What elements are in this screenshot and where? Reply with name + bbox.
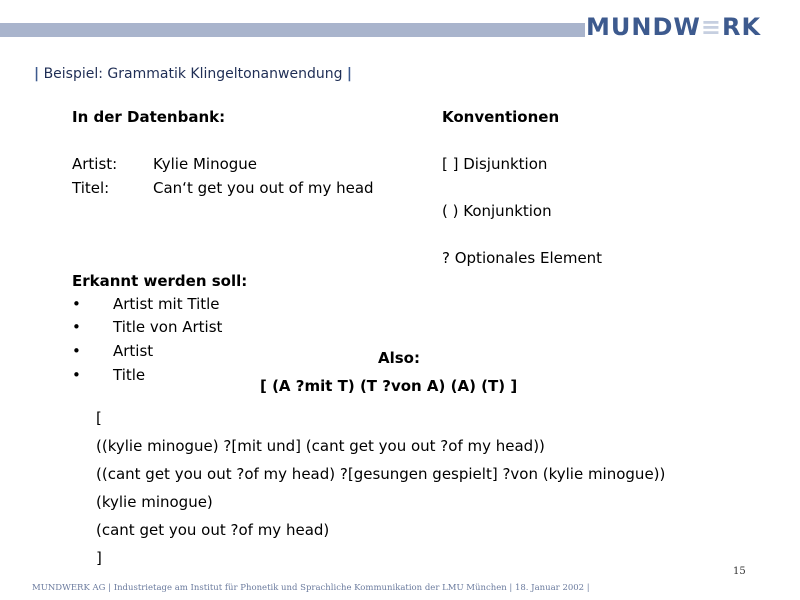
conventions-title: Konventionen <box>442 108 560 126</box>
slide-heading: | Beispiel: Grammatik Klingeltonanwendung | <box>34 66 353 82</box>
bullet-symbol: • <box>72 366 81 384</box>
footer-text: MUNDWERK AG | Industrietage am Institut für Phonetik und Sprachliche Kommunikation der LMU München | 18. Januar 2002 | <box>32 583 590 593</box>
bullet-symbol: • <box>72 318 81 336</box>
grammar-line: ((kylie minogue) ?[mit und] (cant get you out ?of my head)) <box>96 437 545 455</box>
list-item: Artist mit Title <box>113 295 220 313</box>
grammar-line: (kylie minogue) <box>96 493 213 511</box>
page-number: 15 <box>733 566 746 577</box>
title-label: Titel: <box>72 179 110 197</box>
list-item: Artist <box>113 342 154 360</box>
artist-value: Kylie Minogue <box>153 155 258 173</box>
convention-disjunction: [ ] Disjunktion <box>442 155 548 173</box>
db-section-title: In der Datenbank: <box>72 108 226 126</box>
bullet-symbol: • <box>72 342 81 360</box>
slide-title: Beispiel: Grammatik Klingeltonanwendung <box>43 66 343 82</box>
list-item: Title von Artist <box>113 318 223 336</box>
grammar-line: ] <box>96 549 102 567</box>
recognize-section-title: Erkannt werden soll: <box>72 272 248 290</box>
also-formula: [ (A ?mit T) (T ?von A) (A) (T) ] <box>260 377 518 395</box>
title-value: Can‘t get you out of my head <box>153 179 374 197</box>
header-bar <box>0 23 585 37</box>
mundwerk-logo: MUNDW≡RK <box>586 13 762 41</box>
bullet-symbol: • <box>72 295 81 313</box>
grammar-line: [ <box>96 409 102 427</box>
artist-label: Artist: <box>72 155 118 173</box>
also-label: Also: <box>378 349 420 367</box>
convention-optional: ? Optionales Element <box>442 249 603 267</box>
list-item: Title <box>113 366 146 384</box>
convention-conjunction: ( ) Konjunktion <box>442 202 552 220</box>
grammar-line: ((cant get you out ?of my head) ?[gesungen gespielt] ?von (kylie minogue)) <box>96 465 666 483</box>
grammar-line: (cant get you out ?of my head) <box>96 521 330 539</box>
